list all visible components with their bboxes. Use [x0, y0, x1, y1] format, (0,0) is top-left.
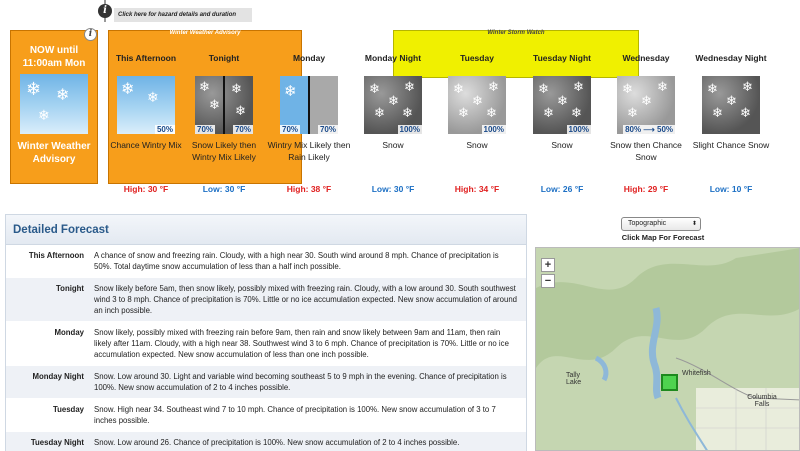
- period-description: Snow: [551, 140, 573, 150]
- detailed-forecast-row: [6, 278, 526, 322]
- period-description: Snow: [466, 140, 488, 150]
- period-name: Monday Night: [364, 53, 422, 63]
- row-period-label: Tuesday Night: [30, 438, 84, 447]
- precip-chance: 50%: [156, 125, 173, 134]
- snow-icon: ❄ ❄ ❄ ❄ 80% ⟶ 50%: [617, 76, 675, 134]
- snow-icon: ❄ ❄ ❄ ❄ ❄ 100%: [533, 76, 591, 134]
- map-label-tally-lake: Tally Lake: [566, 372, 582, 386]
- row-forecast-text: Snow. High near 34. Southeast wind 7 to 10 mph. Chance of precipitation is 100%. New snow accumulation of 3 to 7 inches possible.: [94, 405, 496, 425]
- period-description: Slight Chance Snow: [692, 140, 770, 150]
- row-period-label: Monday Night: [32, 372, 84, 381]
- forecast-period[interactable]: [688, 42, 774, 194]
- detailed-forecast-panel: [5, 214, 527, 451]
- map-type-select[interactable]: [621, 217, 701, 231]
- precip-chance: 70%: [319, 125, 336, 134]
- now-hazard-label: Winter Weather Advisory: [17, 141, 91, 165]
- forecast-map[interactable]: [535, 247, 800, 451]
- detailed-forecast-row: [6, 432, 526, 451]
- detailed-forecast-heading: Detailed Forecast: [6, 215, 526, 245]
- forecast-period[interactable]: [103, 42, 189, 194]
- info-icon[interactable]: i: [98, 4, 112, 18]
- row-period-label: Tonight: [56, 284, 84, 293]
- map-caption: Click Map For Forecast: [621, 233, 705, 242]
- period-description: Chance Wintry Mix: [110, 140, 182, 150]
- period-name: This Afternoon: [115, 53, 177, 63]
- snow-icon: ❄ ❄ ❄ ❄ ❄: [702, 76, 760, 134]
- row-period-label: This Afternoon: [28, 251, 84, 260]
- wintry-mix-icon: ❄ ❄ ❄: [20, 74, 88, 134]
- map-type-value: Topographic: [628, 220, 667, 227]
- now-title: NOW until 11:00am Mon: [22, 45, 86, 69]
- row-period-label: Tuesday: [52, 405, 84, 414]
- info-icon[interactable]: i: [84, 28, 97, 41]
- detailed-forecast-list: [6, 245, 526, 451]
- period-temperature: High: 34 °F: [454, 184, 500, 194]
- period-temperature: High: 29 °F: [623, 184, 669, 194]
- snow-icon: ❄ ❄ ❄ ❄ ❄ 100%: [364, 76, 422, 134]
- forecast-period[interactable]: [266, 42, 352, 194]
- period-description: Wintry Mix Likely then Rain Likely: [267, 140, 351, 162]
- forecast-period[interactable]: [434, 42, 520, 194]
- period-description: Snow Likely then Wintry Mix Likely: [191, 140, 257, 162]
- period-temperature: High: 38 °F: [286, 184, 332, 194]
- row-forecast-text: A chance of snow and freezing rain. Cloudy, with a high near 30. South wind around 8 mph. Chance of precipitation is 50%. Total daytime snow accumulation of less than a half inch possible.: [94, 251, 499, 271]
- map-label-columbia-falls: Columbia Falls: [747, 394, 777, 408]
- precip-chance: 70%: [282, 125, 299, 134]
- period-temperature: Low: 30 °F: [202, 184, 246, 194]
- zoom-out-button[interactable]: −: [541, 274, 555, 288]
- period-name: Tonight: [208, 53, 240, 63]
- forecast-period[interactable]: [519, 42, 605, 194]
- period-name: Monday: [292, 53, 326, 63]
- period-name: Tuesday: [460, 53, 494, 63]
- forecast-period[interactable]: [603, 42, 689, 194]
- hazard-details-link[interactable]: Click here for hazard details and duration: [114, 8, 252, 22]
- row-forecast-text: Snow. Low around 26. Chance of precipitation is 100%. New snow accumulation of 2 to 4 inches possible.: [94, 438, 460, 447]
- row-forecast-text: Snow. Low around 30. Light and variable wind becoming southeast 5 to 9 mph in the evening. Chance of precipitation is 100%. New snow accumulation of 2 to 4 inches possible.: [94, 372, 507, 392]
- detailed-forecast-row: [6, 245, 526, 278]
- detailed-forecast-row: [6, 366, 526, 399]
- period-temperature: Low: 26 °F: [540, 184, 584, 194]
- detailed-forecast-row: [6, 399, 526, 432]
- period-name: Wednesday: [622, 53, 670, 63]
- forecast-location-marker[interactable]: [661, 374, 678, 391]
- precip-chance: 70%: [234, 125, 251, 134]
- period-temperature: Low: 10 °F: [709, 184, 753, 194]
- zoom-in-button[interactable]: +: [541, 258, 555, 272]
- select-arrows-icon: ⬍: [691, 221, 697, 227]
- topographic-terrain: [536, 248, 800, 451]
- period-description: Snow: [382, 140, 404, 150]
- wintry-mix-icon: ❄ ❄ 50%: [117, 76, 175, 134]
- precip-chance: 100%: [568, 125, 589, 134]
- map-label-whitefish: Whitefish: [682, 370, 711, 377]
- precip-chance: 80% ⟶ 50%: [625, 125, 673, 134]
- rain-snow-icon: ❄ 70% 70%: [280, 76, 338, 134]
- period-description: Snow then Chance Snow: [610, 140, 682, 162]
- period-temperature: Low: 30 °F: [371, 184, 415, 194]
- row-period-label: Monday: [54, 328, 84, 337]
- precip-chance: 100%: [483, 125, 504, 134]
- snow-icon: ❄ ❄ ❄ ❄ ❄ 100%: [448, 76, 506, 134]
- period-name: Tuesday Night: [533, 53, 591, 63]
- forecast-period[interactable]: [350, 42, 436, 194]
- period-name: Wednesday Night: [695, 53, 767, 63]
- precip-chance: 100%: [399, 125, 420, 134]
- precip-chance: 70%: [197, 125, 214, 134]
- snow-icon: ❄ ❄ ❄ ❄ 70% 70%: [195, 76, 253, 134]
- row-forecast-text: Snow likely, possibly mixed with freezing rain before 9am, then rain and snow likely between 9am and 11am, then rain likely after 11am. Cloudy, with a high near 38. Southwest wind 3 to 6 mph. Chance of precipitation is 70%. Little or no ice accumulation expected. New snow accumulation of less than one inch possible.: [94, 328, 509, 359]
- row-forecast-text: Snow likely before 5am, then snow likely, possibly mixed with freezing rain. Cloudy, with a low around 30. South southwest wind 3 to 8 mph. Chance of precipitation is 70%. Little or no ice accumulation expected. New snow accumulation of around an inch possible.: [94, 284, 518, 315]
- forecast-period[interactable]: [181, 42, 267, 194]
- detailed-forecast-row: [6, 322, 526, 366]
- period-temperature: High: 30 °F: [123, 184, 169, 194]
- advisory-band-title: Winter Weather Advisory: [169, 30, 241, 36]
- watch-band-title: Winter Storm Watch: [487, 30, 545, 36]
